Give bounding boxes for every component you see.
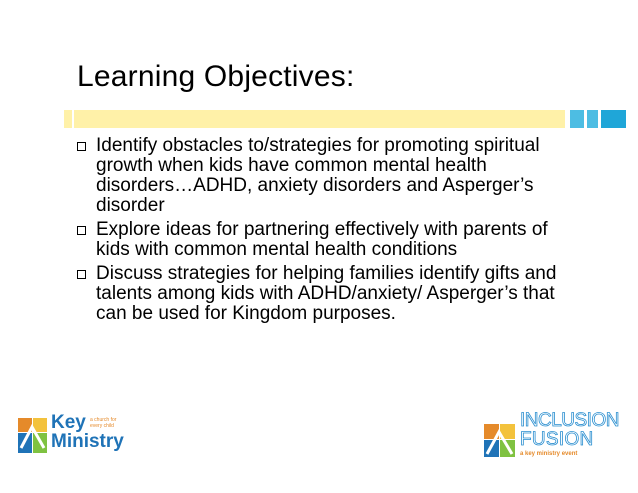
inclusion-fusion-logo <box>484 410 620 470</box>
bullet-text: Explore ideas for partnering effectively with parents of kids with common mental health conditions <box>96 219 548 260</box>
square-bullet-icon <box>77 270 86 279</box>
square-bullet-icon <box>77 142 86 151</box>
bullet-text: Discuss strategies for helping families identify gifts and talents among kids with ADHD/anxiety/ Asperger’s that can be used for Kingdom purposes. <box>96 263 557 324</box>
list-item <box>77 136 577 216</box>
inclusion-fusion-word-inclusion: INCLUSION <box>520 410 619 431</box>
key-ministry-logo <box>18 412 158 462</box>
key-ministry-word-ministry: Ministry <box>51 431 124 452</box>
inclusion-fusion-mark-icon <box>484 424 516 458</box>
square-bullet-icon <box>77 226 86 235</box>
list-item <box>77 264 577 324</box>
bullet-text: Identify obstacles to/strategies for promoting spiritual growth when kids have common mental health disorders…ADHD, anxiety disorders and Asperger’s disorder <box>96 135 540 216</box>
slide-title: Learning Objectives: <box>77 60 355 93</box>
key-ministry-mark-icon <box>18 418 48 454</box>
decorative-bar-blue <box>570 110 584 128</box>
list-item <box>77 220 577 260</box>
key-ministry-tagline: a church for every child <box>90 417 117 429</box>
inclusion-fusion-word-fusion: FUSION <box>520 429 594 450</box>
decorative-bar-yellow <box>74 110 565 128</box>
inclusion-fusion-subtitle: a key ministry event <box>520 451 578 457</box>
decorative-bar-blue <box>587 110 598 128</box>
key-ministry-word-key: Key <box>51 412 86 433</box>
decorative-bar-yellow-small <box>64 110 72 128</box>
objectives-list <box>77 136 577 328</box>
decorative-bar-blue <box>601 110 626 128</box>
